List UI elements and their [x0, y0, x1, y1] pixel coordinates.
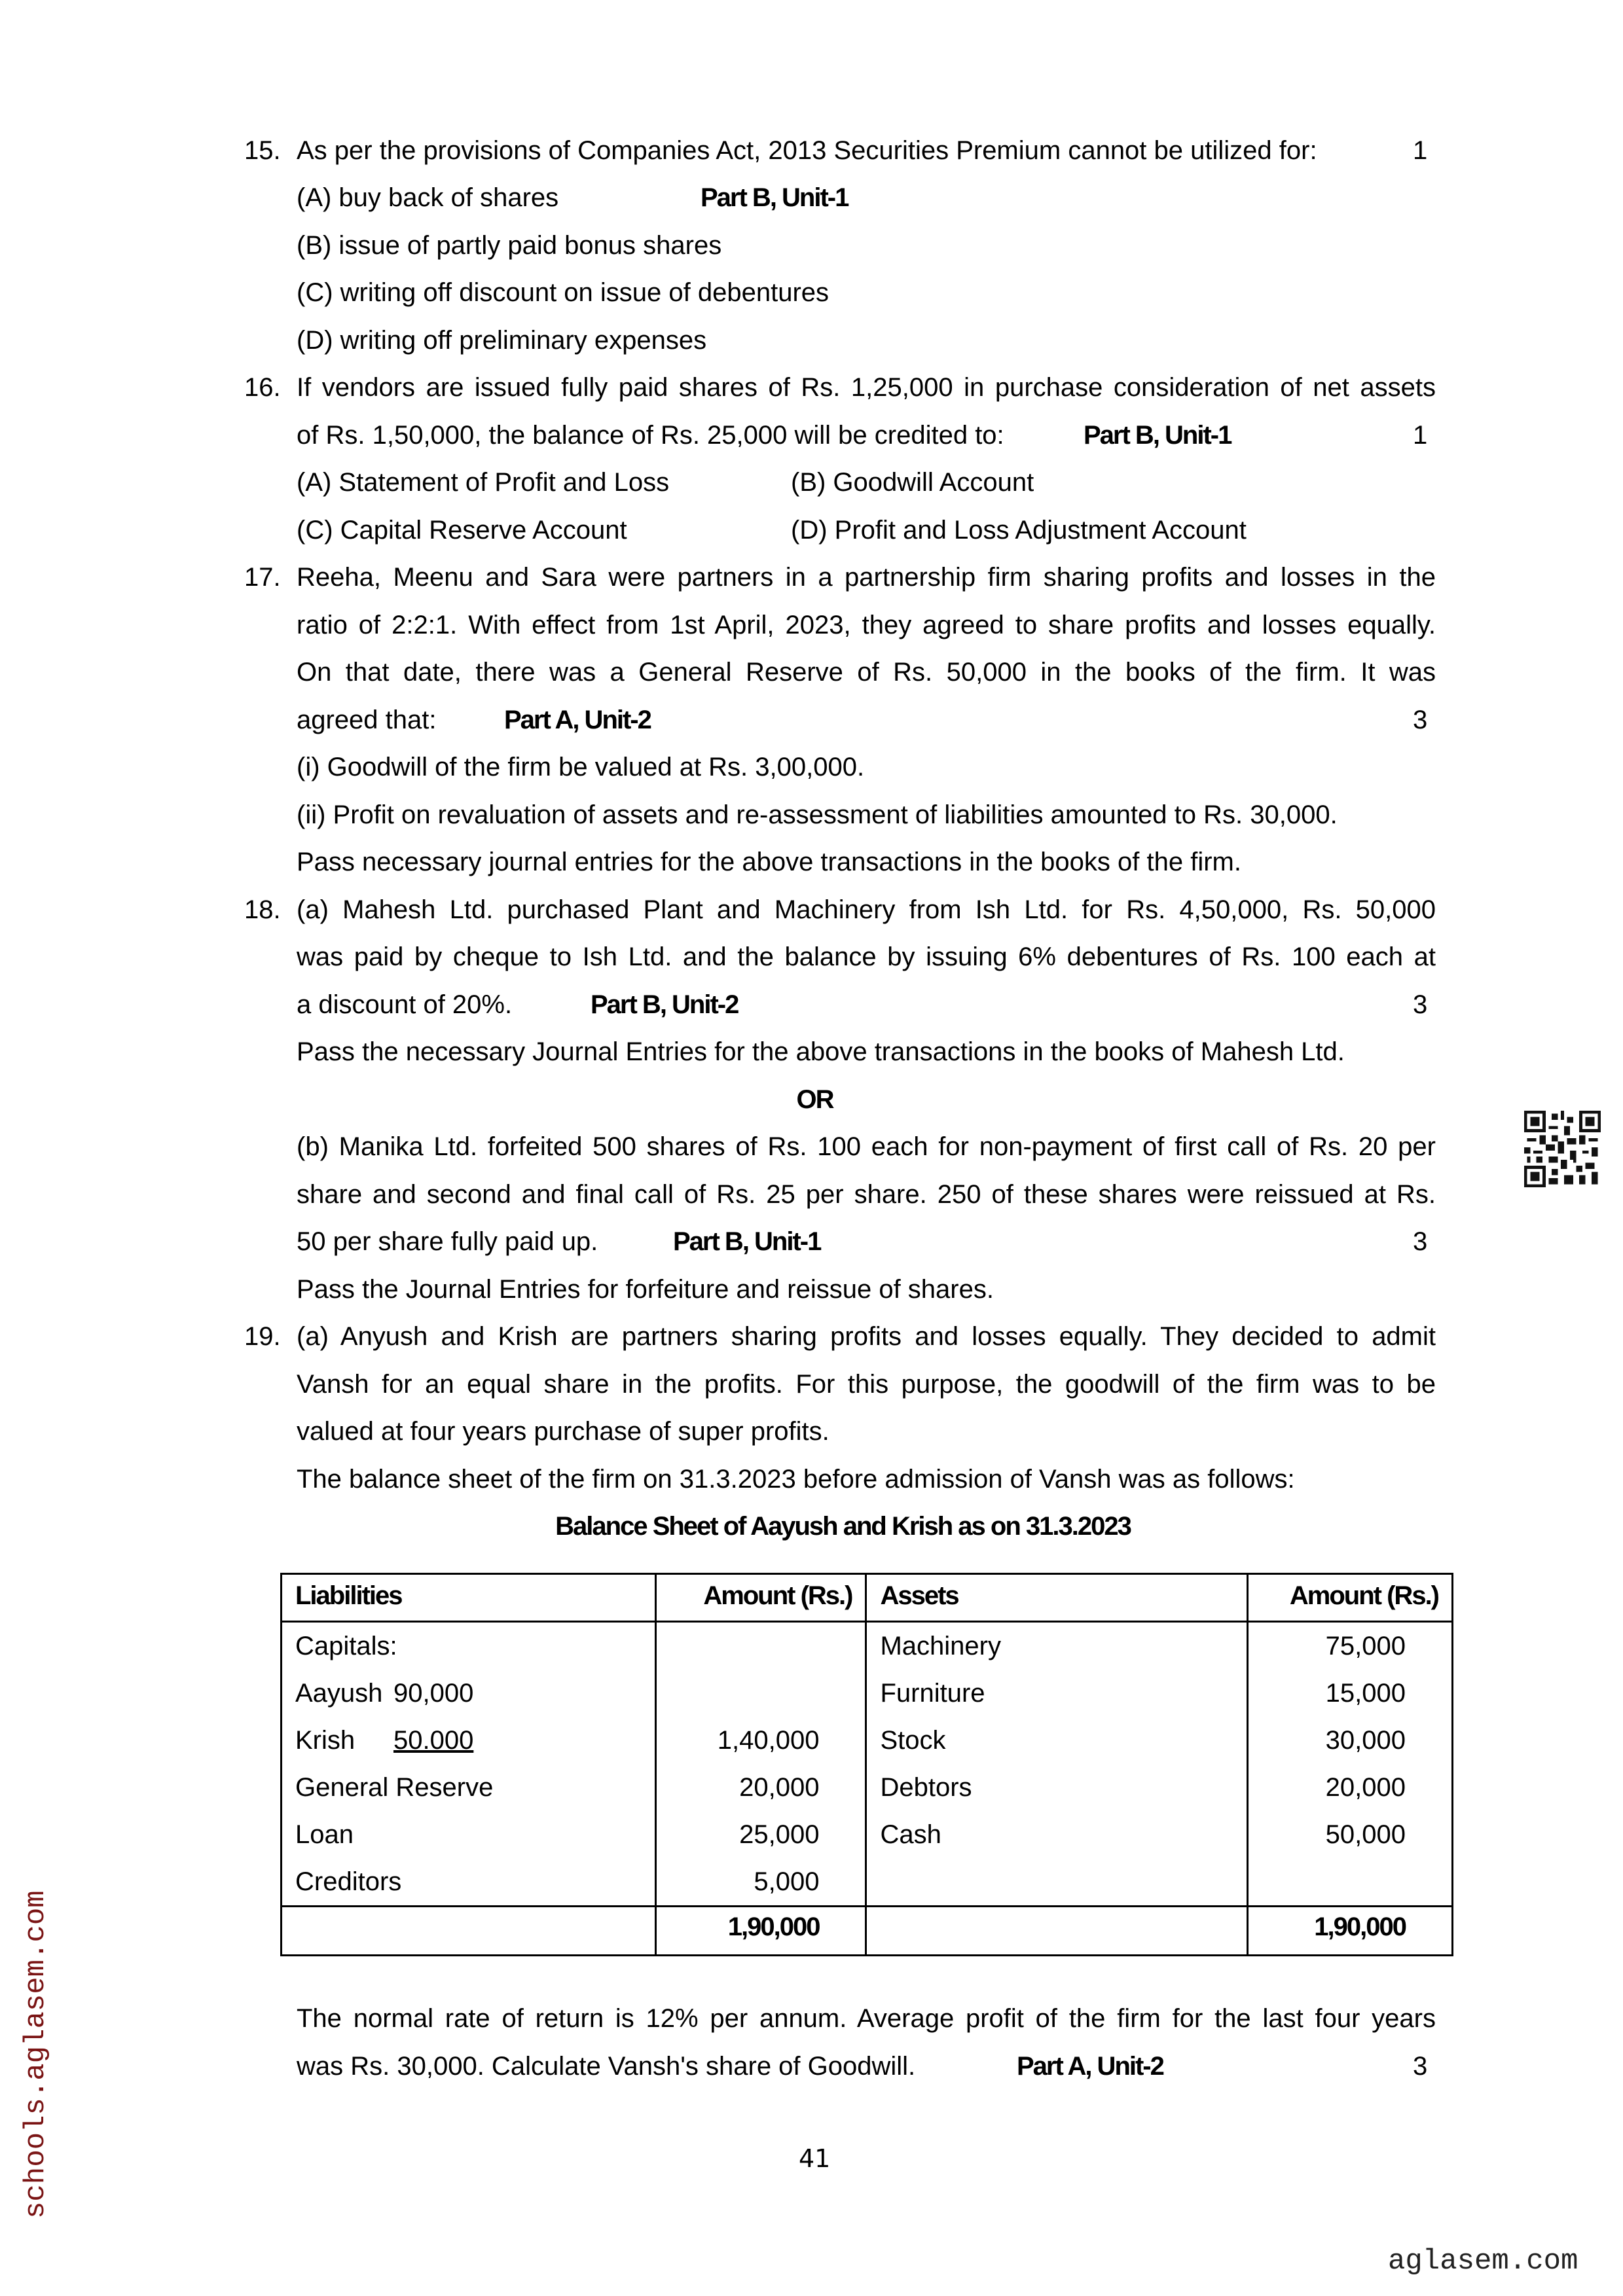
total-assets: 1,90,000 — [1248, 1907, 1453, 1956]
asset-cell: Stock — [866, 1717, 1248, 1764]
option: (D) writing off preliminary expenses — [297, 326, 707, 355]
table-row — [282, 1858, 1453, 1907]
option: (D) Profit and Loss Adjustment Account — [791, 516, 1247, 545]
option: (B) issue of partly paid bonus shares — [297, 231, 722, 260]
or-separator: OR — [796, 1085, 833, 1114]
question-text: ratio of 2:2:1. With effect from 1st April, 2023, they agreed to share profits and losses equally. — [297, 611, 1436, 639]
asset-cell: Cash — [866, 1811, 1248, 1858]
question-text: Reeha, Meenu and Sara were partners in a partnership firm sharing profits and losses in the — [297, 563, 1436, 592]
liability-amount: 1,40,000 — [655, 1717, 866, 1764]
marks: 3 — [1413, 706, 1428, 734]
syllabus-ref: Part B, Unit-1 — [701, 183, 848, 212]
table-row — [282, 1764, 1453, 1811]
question-text: valued at four years purchase of super profits. — [297, 1417, 830, 1446]
marks: 1 — [1413, 136, 1428, 165]
liability-amount: 25,000 — [655, 1811, 866, 1858]
syllabus-ref: Part B, Unit-1 — [673, 1227, 821, 1256]
liability-cell: Creditors — [282, 1858, 656, 1907]
question-number: 18. — [244, 895, 281, 924]
instruction: Pass the Journal Entries for forfeiture and reissue of shares. — [297, 1275, 994, 1304]
condition-item: (i) Goodwill of the firm be valued at Rs. 3,00,000. — [297, 753, 865, 781]
table-row — [282, 1622, 1453, 1670]
liability-amount: 5,000 — [655, 1858, 866, 1907]
liability-cell: Krish 50.000 — [282, 1717, 656, 1764]
asset-amount: 20,000 — [1248, 1764, 1453, 1811]
question-text: was paid by cheque to Ish Ltd. and the balance by issuing 6% debentures of Rs. 100 each at — [297, 942, 1436, 971]
liability-cell: General Reserve — [282, 1764, 656, 1811]
page-number: 41 — [799, 2144, 831, 2173]
table-row — [282, 1811, 1453, 1858]
instruction: Pass necessary journal entries for the above transactions in the books of the firm. — [297, 848, 1241, 876]
asset-amount: 15,000 — [1248, 1670, 1453, 1717]
question-text: The balance sheet of the firm on 31.3.2023 before admission of Vansh was as follows: — [297, 1465, 1295, 1494]
question-number: 15. — [244, 136, 281, 165]
syllabus-ref: Part B, Unit-1 — [1084, 421, 1231, 450]
header-amount: Amount (Rs.) — [1248, 1574, 1453, 1622]
liability-cell: Aayush 90,000 — [282, 1670, 656, 1717]
question-number: 16. — [244, 373, 281, 402]
liability-amount: 20,000 — [655, 1764, 866, 1811]
marks: 3 — [1413, 2052, 1428, 2081]
question-text: (b) Manika Ltd. forfeited 500 shares of Rs. 100 each for non-payment of first call of Rs. 20 per — [297, 1132, 1436, 1161]
liability-amount — [655, 1622, 866, 1670]
question-number: 19. — [244, 1322, 281, 1351]
question-number: 17. — [244, 563, 281, 592]
asset-cell: Furniture — [866, 1670, 1248, 1717]
asset-amount: 75,000 — [1248, 1622, 1453, 1670]
condition-item: (ii) Profit on revaluation of assets and re-assessment of liabilities amounted to Rs. 30,000. — [297, 800, 1338, 829]
option: (C) Capital Reserve Account — [297, 516, 627, 545]
table-row — [282, 1717, 1453, 1764]
asset-amount — [1248, 1858, 1453, 1907]
marks: 3 — [1413, 990, 1428, 1019]
question-text: As per the provisions of Companies Act, 2013 Securities Premium cannot be utilized for: — [297, 136, 1317, 165]
question-text: agreed that: — [297, 706, 437, 734]
liability-cell: Loan — [282, 1811, 656, 1858]
option: (C) writing off discount on issue of debentures — [297, 278, 830, 307]
liability-amount — [655, 1670, 866, 1717]
asset-cell: Machinery — [866, 1622, 1248, 1670]
question-text: On that date, there was a General Reserve of Rs. 50,000 in the books of the firm. It was — [297, 658, 1436, 687]
option: (A) Statement of Profit and Loss — [297, 468, 670, 497]
question-text: a discount of 20%. — [297, 990, 513, 1019]
table-header-row — [282, 1574, 1453, 1622]
total-label-cell — [866, 1907, 1248, 1956]
table-total-row — [282, 1907, 1453, 1956]
marks: 3 — [1413, 1227, 1428, 1256]
table-row — [282, 1670, 1453, 1717]
table-title: Balance Sheet of Aayush and Krish as on 31.3.2023 — [555, 1512, 1131, 1541]
question-text: of Rs. 1,50,000, the balance of Rs. 25,000 will be credited to: — [297, 421, 1004, 450]
asset-amount: 50,000 — [1248, 1811, 1453, 1858]
question-text: The normal rate of return is 12% per annum. Average profit of the firm for the last four years — [297, 2004, 1436, 2033]
question-text: share and second and final call of Rs. 25 per share. 250 of these shares were reissued at Rs. — [297, 1180, 1436, 1209]
option: (B) Goodwill Account — [791, 468, 1034, 497]
question-text: 50 per share fully paid up. — [297, 1227, 598, 1256]
question-text: (a) Mahesh Ltd. purchased Plant and Machinery from Ish Ltd. for Rs. 4,50,000, Rs. 50,000 — [297, 895, 1436, 924]
question-text: was Rs. 30,000. Calculate Vansh's share of Goodwill. — [297, 2052, 916, 2081]
asset-amount: 30,000 — [1248, 1717, 1453, 1764]
syllabus-ref: Part B, Unit-2 — [591, 990, 739, 1019]
balance-sheet-table — [280, 1573, 1453, 1956]
liability-cell: Capitals: — [282, 1622, 656, 1670]
header-assets: Assets — [866, 1574, 1248, 1622]
asset-cell — [866, 1858, 1248, 1907]
instruction: Pass the necessary Journal Entries for the above transactions in the books of Mahesh Ltd. — [297, 1037, 1345, 1066]
total-liabilities: 1,90,000 — [655, 1907, 866, 1956]
option: (A) buy back of shares — [297, 183, 559, 212]
question-text: (a) Anyush and Krish are partners sharing profits and losses equally. They decided to admit — [297, 1322, 1436, 1351]
question-text: If vendors are issued fully paid shares of Rs. 1,25,000 in purchase consideration of net assets — [297, 373, 1436, 402]
header-amount: Amount (Rs.) — [655, 1574, 866, 1622]
marks: 1 — [1413, 421, 1428, 450]
syllabus-ref: Part A, Unit-2 — [1017, 2052, 1163, 2081]
total-label-cell — [282, 1907, 656, 1956]
header-liabilities: Liabilities — [282, 1574, 656, 1622]
bottom-watermark: aglasem.com — [1388, 2245, 1578, 2278]
question-text: Vansh for an equal share in the profits. For this purpose, the goodwill of the firm was to be — [297, 1370, 1436, 1399]
syllabus-ref: Part A, Unit-2 — [504, 706, 651, 734]
qr-code-icon — [1524, 1111, 1601, 1187]
asset-cell: Debtors — [866, 1764, 1248, 1811]
